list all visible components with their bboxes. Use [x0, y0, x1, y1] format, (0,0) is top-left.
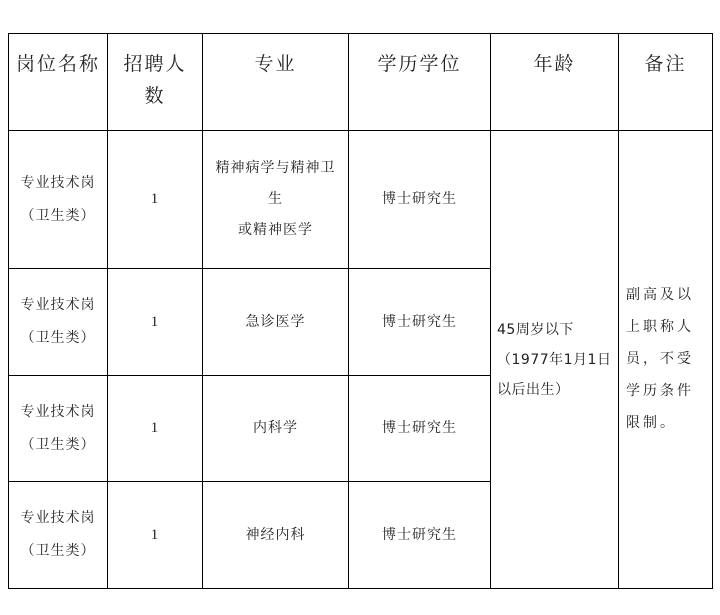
notes-line1: 副高及以 [626, 287, 694, 303]
table-row [9, 131, 713, 269]
position-title: 专业技术岗 [20, 174, 96, 191]
position-category: （卫生类） [20, 330, 96, 346]
major-line3: 或精神医学 [238, 222, 313, 238]
position-cell [9, 269, 108, 376]
header-position-label: 岗位名称 [15, 53, 100, 75]
header-age-label: 年龄 [533, 53, 576, 75]
recruitment-table [8, 33, 713, 589]
position-cell [9, 482, 108, 589]
education-cell: 博士研究生 [349, 269, 491, 376]
header-notes-label: 备注 [644, 53, 687, 75]
header-count [108, 34, 203, 131]
major-line2: 生 [268, 191, 283, 207]
header-row [9, 34, 713, 131]
position-category: （卫生类） [20, 207, 96, 224]
count-cell: 1 [108, 376, 203, 482]
count-cell: 1 [108, 131, 203, 269]
count-cell: 1 [108, 482, 203, 589]
age-cell [491, 131, 619, 589]
notes-line4: 学历条件 [626, 383, 694, 399]
header-count-line2: 数 [144, 85, 166, 107]
major-cell: 急诊医学 [203, 269, 349, 376]
notes-line5: 限制。 [626, 415, 677, 431]
notes-line2: 上职称人 [626, 319, 694, 335]
major-cell: 神经内科 [203, 482, 349, 589]
header-major-label: 专业 [254, 53, 297, 75]
major-cell [203, 131, 349, 269]
age-line1: 45周岁以下 [497, 321, 574, 338]
position-cell [9, 131, 108, 269]
header-education [349, 34, 491, 131]
major-cell: 内科学 [203, 376, 349, 482]
notes-cell [619, 131, 713, 589]
position-title: 专业技术岗 [20, 510, 96, 526]
education-cell: 博士研究生 [349, 482, 491, 589]
education-cell: 博士研究生 [349, 376, 491, 482]
position-title: 专业技术岗 [20, 403, 96, 420]
education-cell: 博士研究生 [349, 131, 491, 269]
age-line2: （1977年1月1日 [497, 351, 612, 368]
position-category: （卫生类） [20, 436, 96, 453]
header-count-line1: 招聘人 [123, 53, 187, 75]
header-age [491, 34, 619, 131]
count-cell: 1 [108, 269, 203, 376]
header-notes [619, 34, 713, 131]
major-line1: 精神病学与精神卫 [215, 160, 336, 176]
header-position [9, 34, 108, 131]
position-category: （卫生类） [20, 543, 96, 559]
position-title: 专业技术岗 [20, 297, 96, 313]
age-line3: 以后出生） [497, 381, 570, 398]
notes-line3: 员，不受 [626, 351, 694, 367]
header-education-label: 学历学位 [377, 53, 462, 75]
position-cell [9, 376, 108, 482]
header-count-label [108, 34, 202, 112]
header-major [203, 34, 349, 131]
